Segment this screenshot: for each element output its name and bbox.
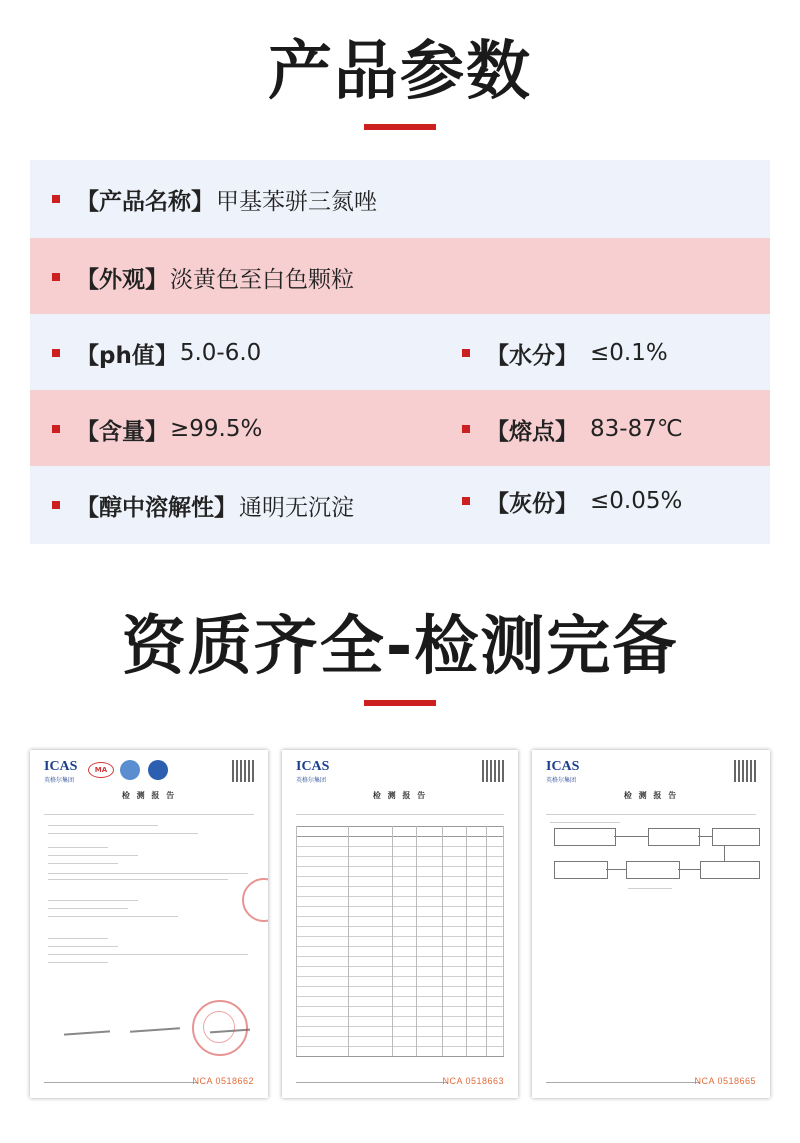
test-report-3 (532, 750, 770, 1098)
cnas-logo-icon (148, 760, 168, 780)
param-row-appearance (30, 238, 770, 316)
param-product-name (52, 160, 377, 238)
icas-logo-sub: 英格尔集团 (546, 777, 577, 784)
param-appearance (52, 238, 354, 316)
red-seal-stamp (242, 878, 268, 922)
param-label: 【灰份】 (486, 490, 578, 517)
ma-cert-logo: MA (88, 762, 114, 778)
param-label: 【ph值】 (76, 342, 178, 369)
bullet-icon (462, 497, 470, 505)
qr-code-icon (734, 760, 756, 782)
icas-logo: ICAS (296, 759, 330, 774)
params-title-underline (364, 124, 436, 130)
bullet-icon (52, 273, 60, 281)
qr-code-icon (482, 760, 504, 782)
bullet-icon (52, 425, 60, 433)
param-value: ≥99.5% (170, 416, 263, 442)
signature (64, 1030, 110, 1035)
param-solubility (52, 466, 354, 544)
param-label: 【产品名称】 (76, 188, 214, 215)
report-serial: NCA 0518663 (442, 1076, 504, 1086)
param-value: 甲基苯骈三氮唑 (216, 188, 377, 215)
ilac-logo-icon (120, 760, 140, 780)
report-title: 检 测 报 告 (121, 791, 177, 800)
param-label: 【熔点】 (486, 418, 578, 445)
param-row-content-melting (30, 390, 770, 468)
icas-logo: ICAS (546, 759, 580, 774)
params-title: 产品参数 (268, 35, 532, 109)
reports-title-underline (364, 700, 436, 706)
report-serial: NCA 0518662 (192, 1076, 254, 1086)
icas-logo-sub: 英格尔集团 (296, 777, 327, 784)
param-content (52, 390, 262, 468)
param-value: ≤0.1% (590, 340, 668, 366)
reports-title: 资质齐全-检测完备 (121, 610, 679, 684)
qr-code-icon (232, 760, 254, 782)
report-title: 检 测 报 告 (623, 791, 679, 800)
param-ash (462, 462, 682, 540)
param-label: 【外观】 (76, 266, 168, 293)
test-report-2 (282, 750, 518, 1098)
param-value: 通明无沉淀 (239, 494, 354, 521)
red-seal-stamp (192, 1000, 248, 1056)
report-title: 检 测 报 告 (372, 791, 428, 800)
bullet-icon (462, 349, 470, 357)
param-row-name (30, 160, 770, 238)
param-label: 【含量】 (76, 418, 168, 445)
bullet-icon (52, 501, 60, 509)
icas-logo: ICAS (44, 759, 78, 774)
param-row-ph-moisture (30, 314, 770, 392)
param-value: 淡黄色至白色颗粒 (170, 266, 354, 293)
bullet-icon (52, 349, 60, 357)
param-row-solubility-ash (30, 466, 770, 544)
param-moisture (462, 314, 668, 392)
icas-logo-sub: 英格尔集团 (44, 777, 75, 784)
signature (130, 1027, 180, 1032)
param-value: ≤0.05% (590, 488, 683, 514)
param-value: 5.0-6.0 (179, 340, 262, 366)
bullet-icon (52, 195, 60, 203)
param-label: 【水分】 (486, 342, 578, 369)
param-value: 83-87℃ (590, 416, 683, 442)
test-report-1 (30, 750, 268, 1098)
param-label: 【醇中溶解性】 (76, 494, 237, 521)
report-serial: NCA 0518665 (694, 1076, 756, 1086)
param-ph (52, 314, 261, 392)
param-melting-point (462, 390, 683, 468)
bullet-icon (462, 425, 470, 433)
